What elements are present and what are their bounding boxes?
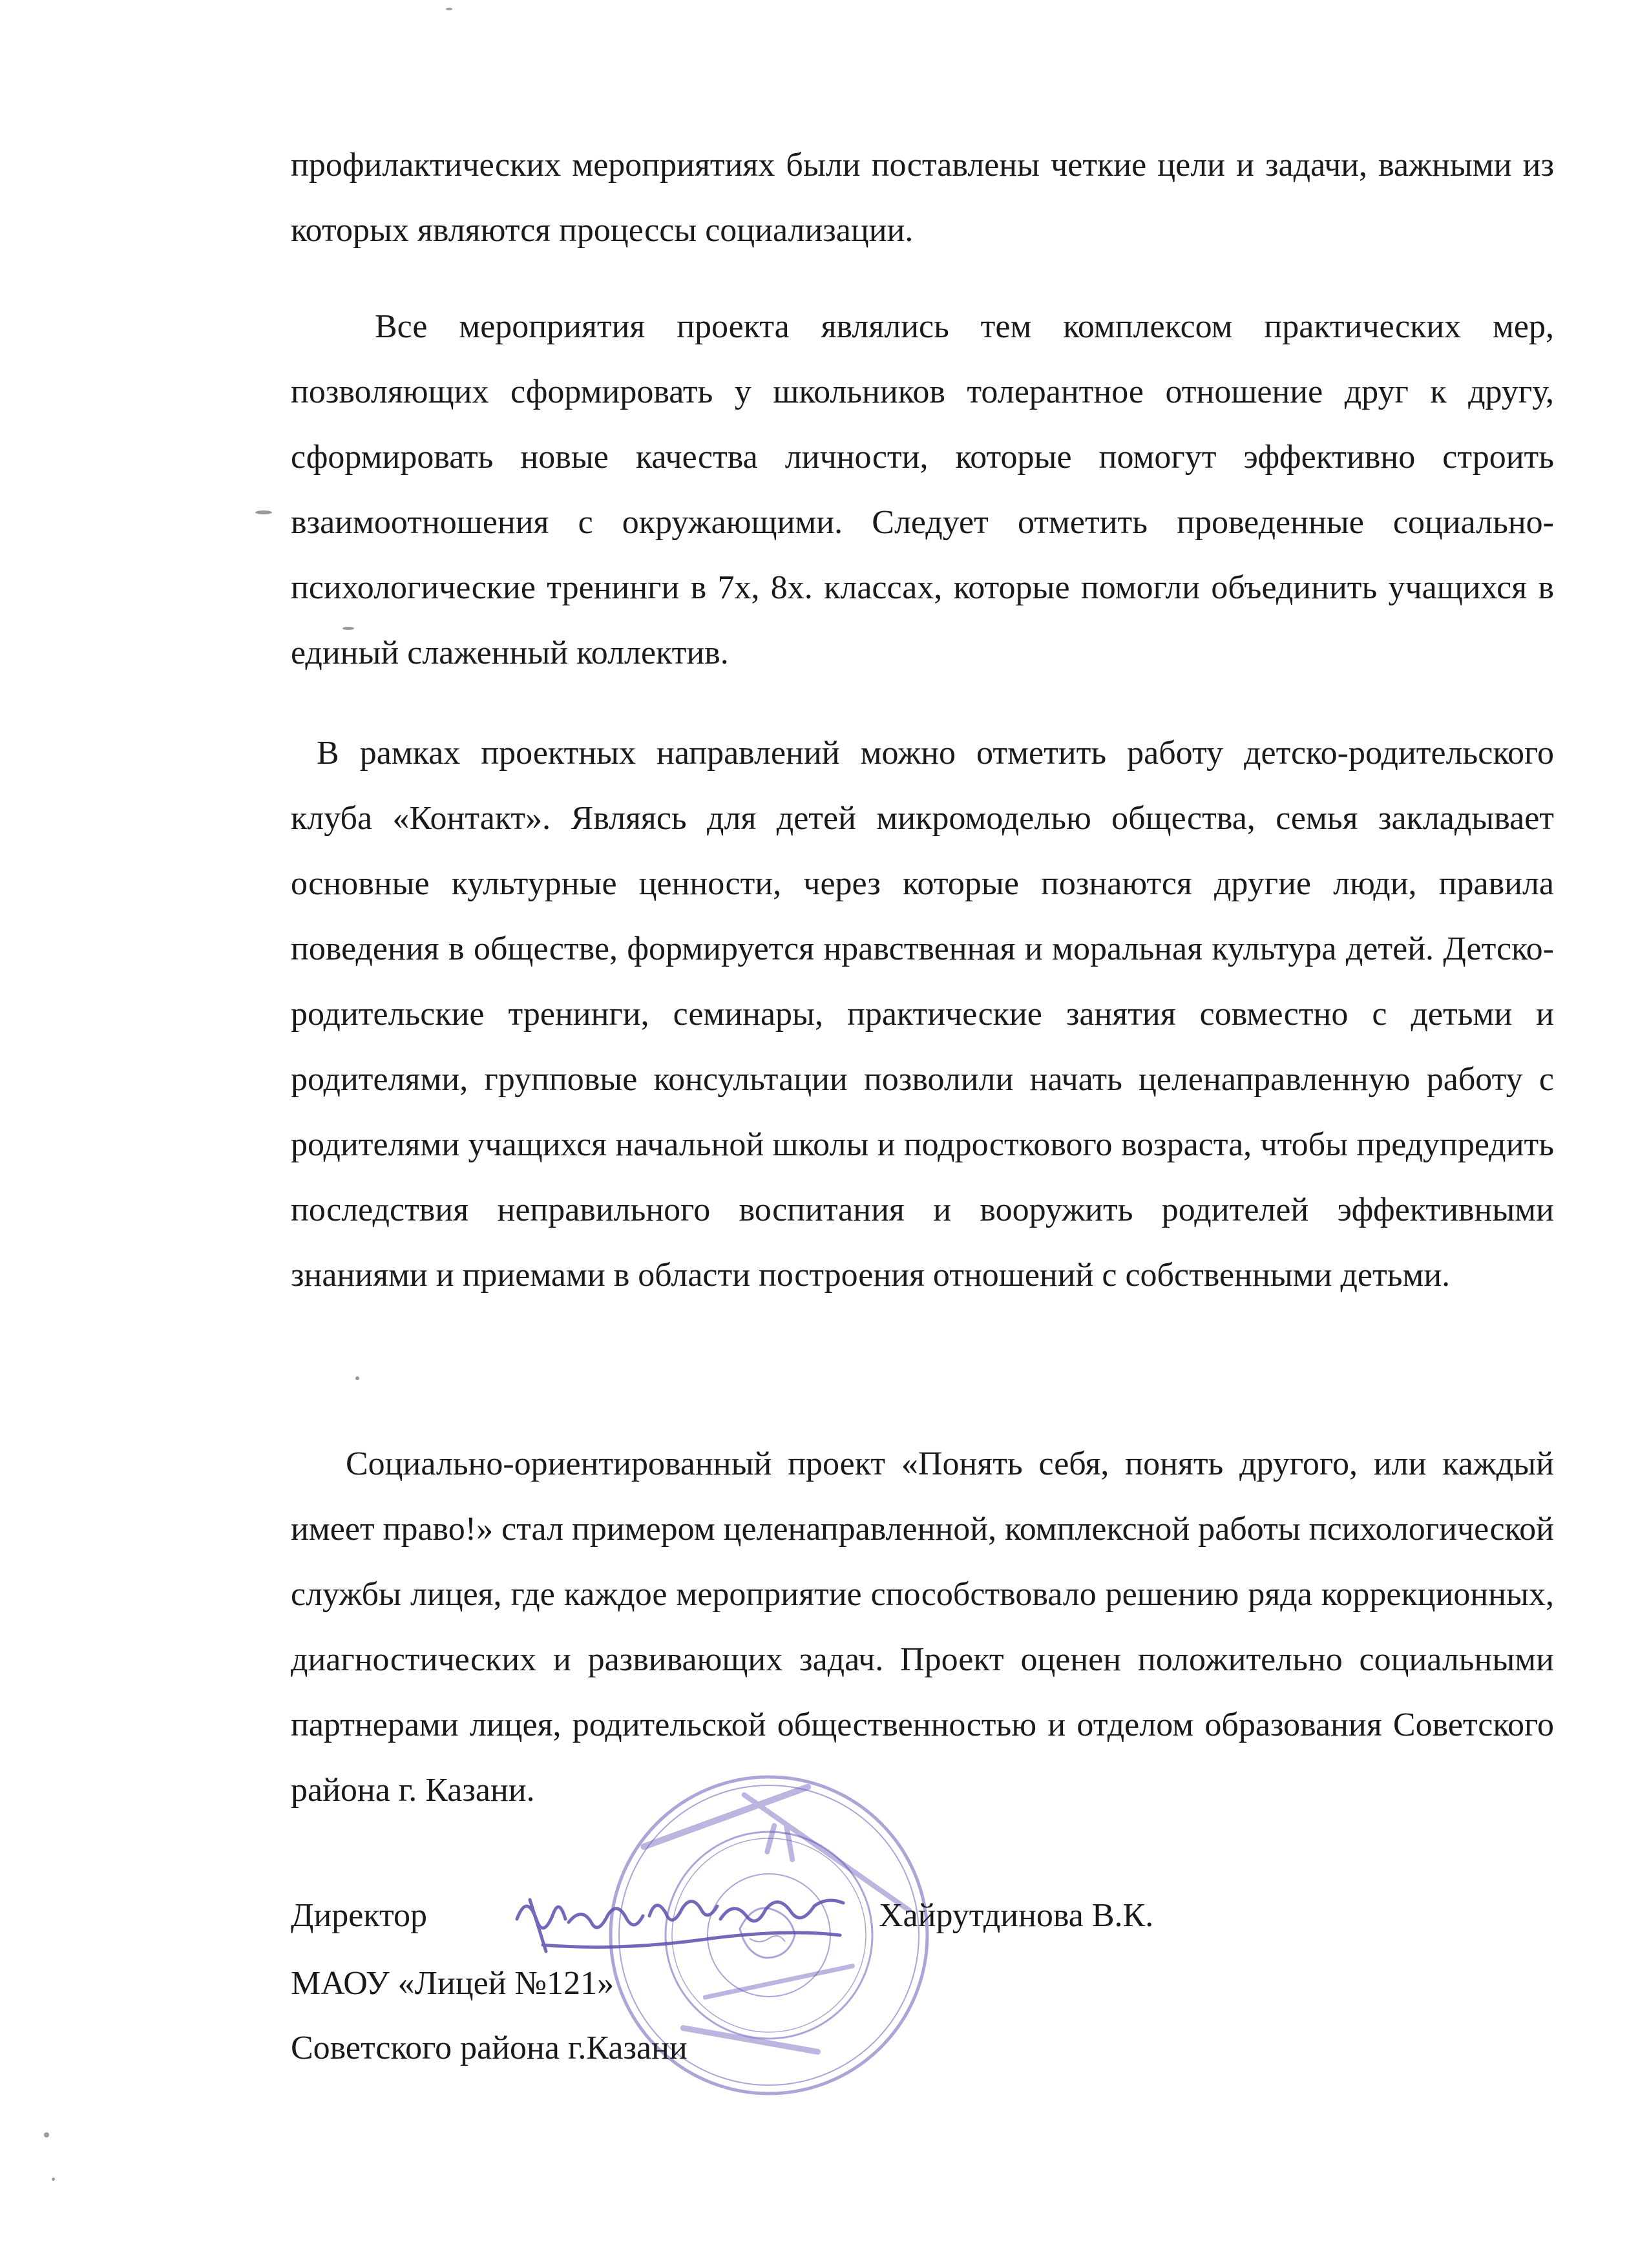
paragraph-4: Социально-ориентированный проект «Понять себя, понять другого, или каждый имеет право!» стал примером целенаправленной, комплексной работы психологической службы лицея, где каждое мероприятие способствовало решению ряда коррекционных, диагностических и развивающих задач. Проект оценен положительно социальными партнерами лицея, родительской общественностью и отделом образования Советского района г. Казани. [291,1445,1554,1809]
scan-speck [44,2132,49,2137]
handwritten-signature [504,1874,866,1971]
scan-speck [52,2178,55,2181]
scan-speck [342,627,354,630]
director-title: Директор [291,1897,427,1934]
paragraph-1: профилактических мероприятиях были поставлены четкие цели и задачи, важными из которых являются процессы социализации. [291,147,1554,249]
paragraph-3: В рамках проектных направлений можно отметить работу детско-родительского клуба «Контакт». Являясь для детей микромоделью общества, семья закладывает основные культурные ценности, через которые познаются другие люди, правила поведения в обществе, формируется нравственная и моральная культура детей. Детско-родительские тренинги, семинары, практические занятия совместно с детьми и родителями, групповые консультации позволили начать целенаправленную работу с родителями учащихся начальной школы и подросткового возраста, чтобы предупредить последствия неправильного воспитания и вооружить родителей эффективными знаниями и приемами в области построения отношений с собственными детьми. [291,735,1554,1294]
scan-speck [355,1376,359,1380]
scan-speck [446,8,452,10]
paragraph-2: Все мероприятия проекта являлись тем комплексом практических мер, позволяющих сформировать у школьников толерантное отношение друг к другу, сформировать новые качества личности, которые помогут эффективно строить взаимоотношения с окружающими. Следует отметить проведенные социально-психологические тренинги в 7х, 8х. классах, которые помогли объединить учащихся в единый слаженный коллектив. [291,308,1554,671]
scan-speck [255,510,272,514]
organization-name: МАОУ «Лицей №121» [291,1965,614,2002]
district-name: Советского района г.Казани [291,2030,688,2066]
director-name: Хайрутдинова В.К. [879,1897,1154,1934]
